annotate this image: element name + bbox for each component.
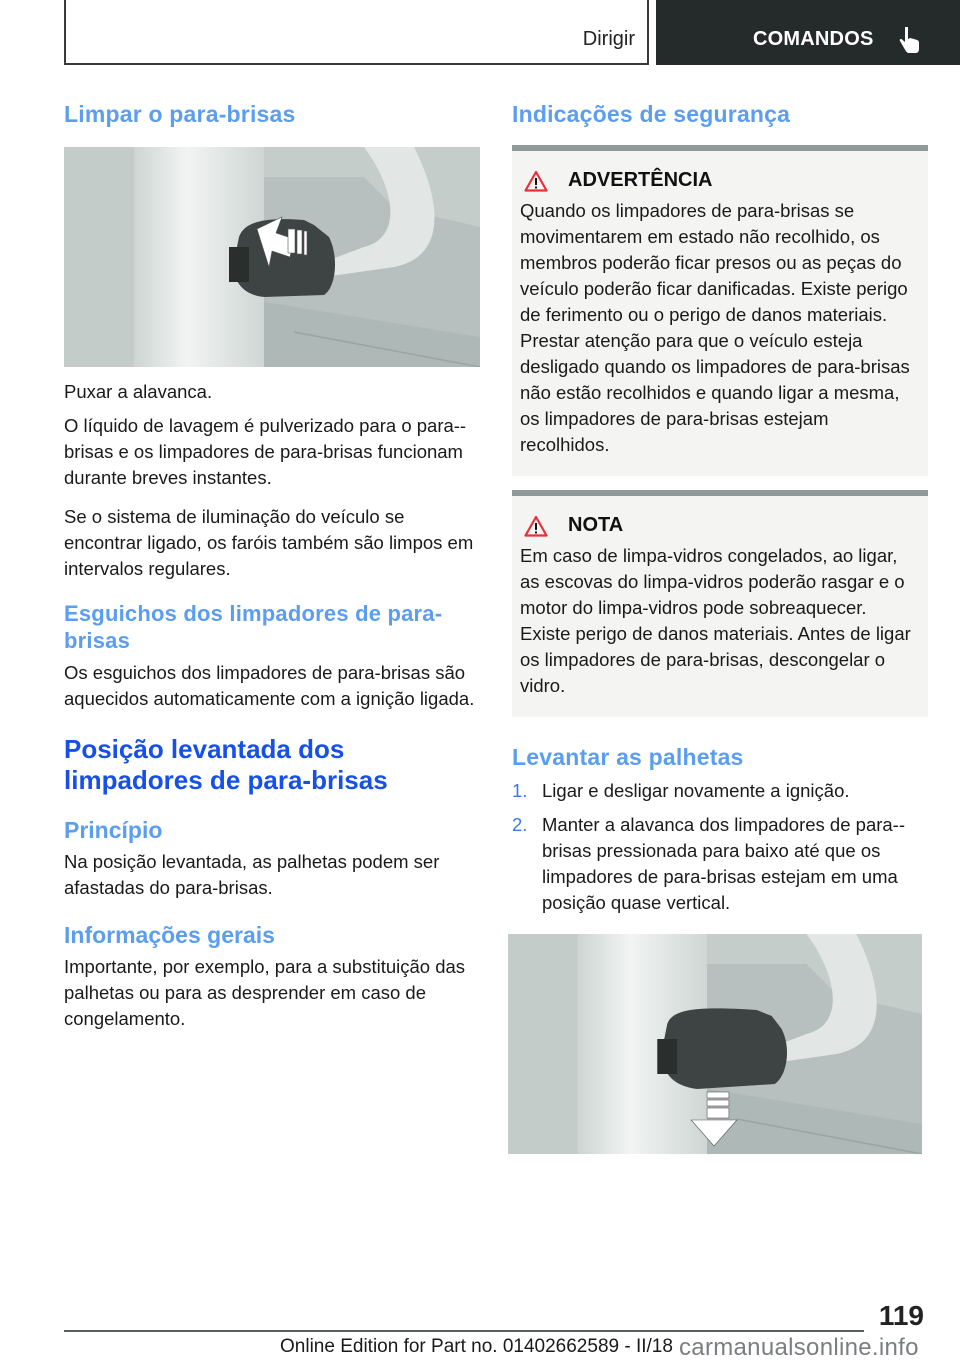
press-lever-down-illustration <box>508 934 922 1154</box>
warning-triangle-icon <box>524 515 548 537</box>
warning-label: ADVERTÊNCIA <box>568 169 713 191</box>
steps-list <box>512 778 928 916</box>
figure-pull-lever <box>64 147 480 367</box>
list-item <box>512 778 928 804</box>
paragraph-washer-fluid: O líquido de lavagem é pulverizado para o para--brisas e os limpadores de para-brisas funcionam durante breves instantes. <box>64 415 467 488</box>
page-number: 119 <box>878 1300 924 1331</box>
paragraph-pull-lever: Puxar a alavanca. <box>64 381 213 402</box>
section-tab <box>656 0 960 65</box>
step-number: 1. <box>512 780 528 801</box>
figure-press-lever-down <box>508 934 922 1154</box>
paragraph-heated-jets: Os esguichos dos limpadores de para-brisas são aquecidos automaticamente com a ignição ligada. <box>64 662 475 709</box>
list-item <box>512 812 928 916</box>
right-column <box>512 100 928 1154</box>
edition-text: Online Edition for Part no. 01402662589 - II/18 <box>280 1336 673 1357</box>
warning-triangle-icon <box>524 170 548 192</box>
section-title-clean-windshield: Limpar o para-brisas <box>64 101 296 127</box>
subsection-title-principle: Princípio <box>64 817 163 843</box>
warning-text: Quando os limpadores de para-brisas se movimentarem em estado não recolhido, os membros poderão ficar presos ou as peças do veículo poderão ficar danificadas. Existe perigo de ferimento ou o perigo de danos materiais. Prestar atenção para que o veículo esteja desligado quando os limpadores de para-brisas não estão recolhidos e quando ligar a mesma, os limpadores de para-brisas estejam recolhidos. <box>520 200 910 455</box>
paragraph-general-info: Importante, por exemplo, para a substituição das palhetas ou para as desprender em caso de congelamento. <box>64 956 466 1029</box>
section-title-safety: Indicações de segurança <box>512 101 791 127</box>
note-label: NOTA <box>568 514 624 536</box>
footer-divider <box>64 1330 864 1332</box>
paragraph-headlights: Se o sistema de iluminação do veículo se encontrar ligado, os faróis também são limpos em intervalos regulares. <box>64 506 474 579</box>
section-tab-label: COMANDOS <box>753 28 874 50</box>
chapter-header-box <box>64 0 649 65</box>
chapter-label: Dirigir <box>582 28 635 50</box>
note-box <box>512 490 928 717</box>
step-number: 2. <box>512 814 528 835</box>
left-column <box>64 100 480 1032</box>
warning-box <box>512 145 928 476</box>
pull-lever-illustration <box>64 147 480 367</box>
section-title-raised-position: Posição levantada dos limpadores de para-brisas <box>64 734 388 795</box>
watermark-link[interactable]: carmanualsonline.info <box>679 1334 919 1361</box>
paragraph-principle: Na posição levantada, as palhetas podem ser afastadas do para-brisas. <box>64 851 440 898</box>
step-text: Ligar e desligar novamente a ignição. <box>542 780 850 801</box>
note-text: Em caso de limpa-vidros congelados, ao ligar, as escovas do limpa-vidros poderão rasgar e o motor do limpa-vidros pode sobreaquecer. Existe perigo de danos materiais. Antes de ligar os limpadores de para-brisas, descongelar o vidro. <box>520 545 911 696</box>
section-title-raise-blades: Levantar as palhetas <box>512 744 744 770</box>
step-text: Manter a alavanca dos limpadores de para--brisas pressionada para baixo até que os limpadores de para-brisas estejam em uma posição quase vertical. <box>542 814 905 913</box>
section-title-washer-jets: Esguichos dos limpadores de para-brisas <box>64 601 443 653</box>
pointing-hand-icon <box>899 26 921 54</box>
subsection-title-general-info: Informações gerais <box>64 922 275 948</box>
